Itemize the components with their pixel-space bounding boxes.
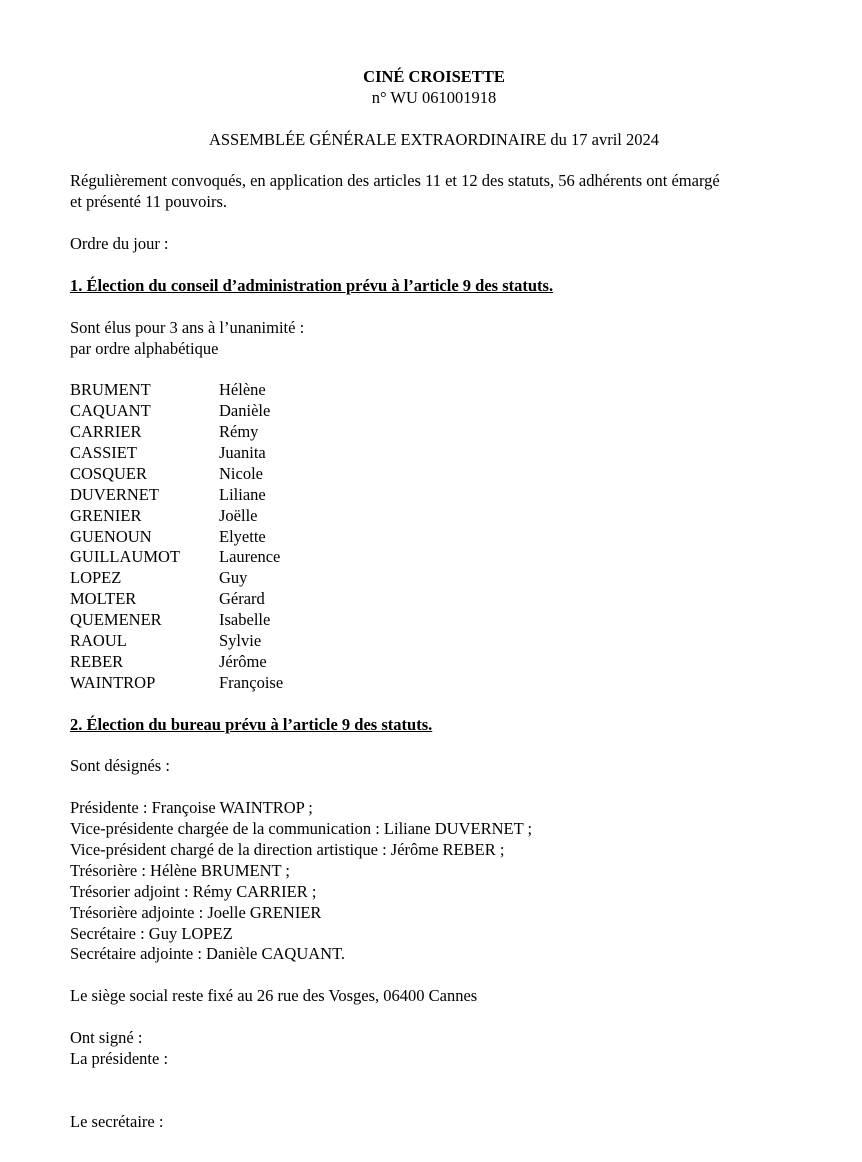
member-last-name: DUVERNET <box>70 484 159 504</box>
member-last-name: WAINTROP <box>70 672 156 692</box>
member-row <box>70 610 792 631</box>
role-line: Secrétaire : Guy LOPEZ <box>70 923 233 943</box>
member-last-name: GUENOUN <box>70 526 152 546</box>
member-row <box>70 422 792 443</box>
member-first-name: Nicole <box>219 463 263 483</box>
member-last-name: COSQUER <box>70 463 148 483</box>
bureau-roles-list <box>70 798 792 965</box>
member-last-name: MOLTER <box>70 589 137 609</box>
member-first-name: Françoise <box>219 672 284 692</box>
member-last-name: BRUMENT <box>70 380 151 400</box>
member-last-name: GUILLAUMOT <box>70 547 180 567</box>
member-row <box>70 485 792 506</box>
member-first-name: Danièle <box>219 401 271 421</box>
member-first-name: Jérôme <box>219 651 267 671</box>
signed-label: Ont signé : <box>70 1027 143 1047</box>
document-title: CINÉ CROISETTE <box>363 67 505 86</box>
designated-line: Sont désignés : <box>70 756 170 776</box>
member-row <box>70 547 792 568</box>
member-first-name: Guy <box>219 568 248 588</box>
role-line: Vice-président chargé de la direction artistique : Jérôme REBER ; <box>70 839 505 859</box>
agenda-label: Ordre du jour : <box>70 234 169 254</box>
member-last-name: REBER <box>70 651 124 671</box>
member-last-name: GRENIER <box>70 505 142 525</box>
registration-number: n° WU 061001918 <box>371 87 497 107</box>
member-row <box>70 464 792 485</box>
document-page <box>70 67 792 1132</box>
role-line: Trésorière : Hélène BRUMENT ; <box>70 860 290 880</box>
member-last-name: QUEMENER <box>70 610 162 630</box>
role-line: Secrétaire adjointe : Danièle CAQUANT. <box>70 944 346 964</box>
member-row <box>70 380 792 401</box>
member-first-name: Laurence <box>219 547 281 567</box>
section-2-heading: 2. Élection du bureau prévu à l’article 9 des statuts. <box>70 714 433 734</box>
secretary-signature-label: Le secrétaire : <box>70 1111 164 1131</box>
member-last-name: CAQUANT <box>70 401 151 421</box>
member-last-name: CASSIET <box>70 443 137 463</box>
role-line: Présidente : Françoise WAINTROP ; <box>70 798 313 818</box>
member-row <box>70 527 792 548</box>
order-line: par ordre alphabétique <box>70 338 219 358</box>
member-last-name: RAOUL <box>70 631 127 651</box>
role-line: Trésorière adjointe : Joelle GRENIER <box>70 902 322 922</box>
member-row <box>70 631 792 652</box>
member-first-name: Elyette <box>219 526 266 546</box>
member-row <box>70 506 792 527</box>
headquarters-statement: Le siège social reste fixé au 26 rue des Vosges, 06400 Cannes <box>70 986 478 1006</box>
elected-line: Sont élus pour 3 ans à l’unanimité : <box>70 317 305 337</box>
member-last-name: LOPEZ <box>70 568 122 588</box>
member-first-name: Hélène <box>219 380 266 400</box>
member-row <box>70 568 792 589</box>
intro-line-2: et présenté 11 pouvoirs. <box>70 192 228 212</box>
member-first-name: Sylvie <box>219 631 262 651</box>
member-row <box>70 443 792 464</box>
member-first-name: Liliane <box>219 484 266 504</box>
member-first-name: Isabelle <box>219 610 271 630</box>
president-signature-label: La présidente : <box>70 1048 169 1068</box>
member-row <box>70 589 792 610</box>
member-last-name: CARRIER <box>70 422 142 442</box>
role-line: Vice-présidente chargée de la communication : Liliane DUVERNET ; <box>70 819 533 839</box>
section-1-heading: 1. Élection du conseil d’administration prévu à l’article 9 des statuts. <box>70 275 554 295</box>
intro-line-1: Régulièrement convoqués, en application des articles 11 et 12 des statuts, 56 adhérents ont émargé <box>70 171 720 191</box>
member-row <box>70 401 792 422</box>
member-first-name: Rémy <box>219 422 259 442</box>
member-list <box>70 380 792 693</box>
member-row <box>70 652 792 673</box>
role-line: Trésorier adjoint : Rémy CARRIER ; <box>70 881 317 901</box>
member-row <box>70 673 792 694</box>
member-first-name: Gérard <box>219 589 265 609</box>
member-first-name: Joëlle <box>219 505 258 525</box>
member-first-name: Juanita <box>219 443 266 463</box>
assembly-title: ASSEMBLÉE GÉNÉRALE EXTRAORDINAIRE du 17 avril 2024 <box>208 129 660 149</box>
